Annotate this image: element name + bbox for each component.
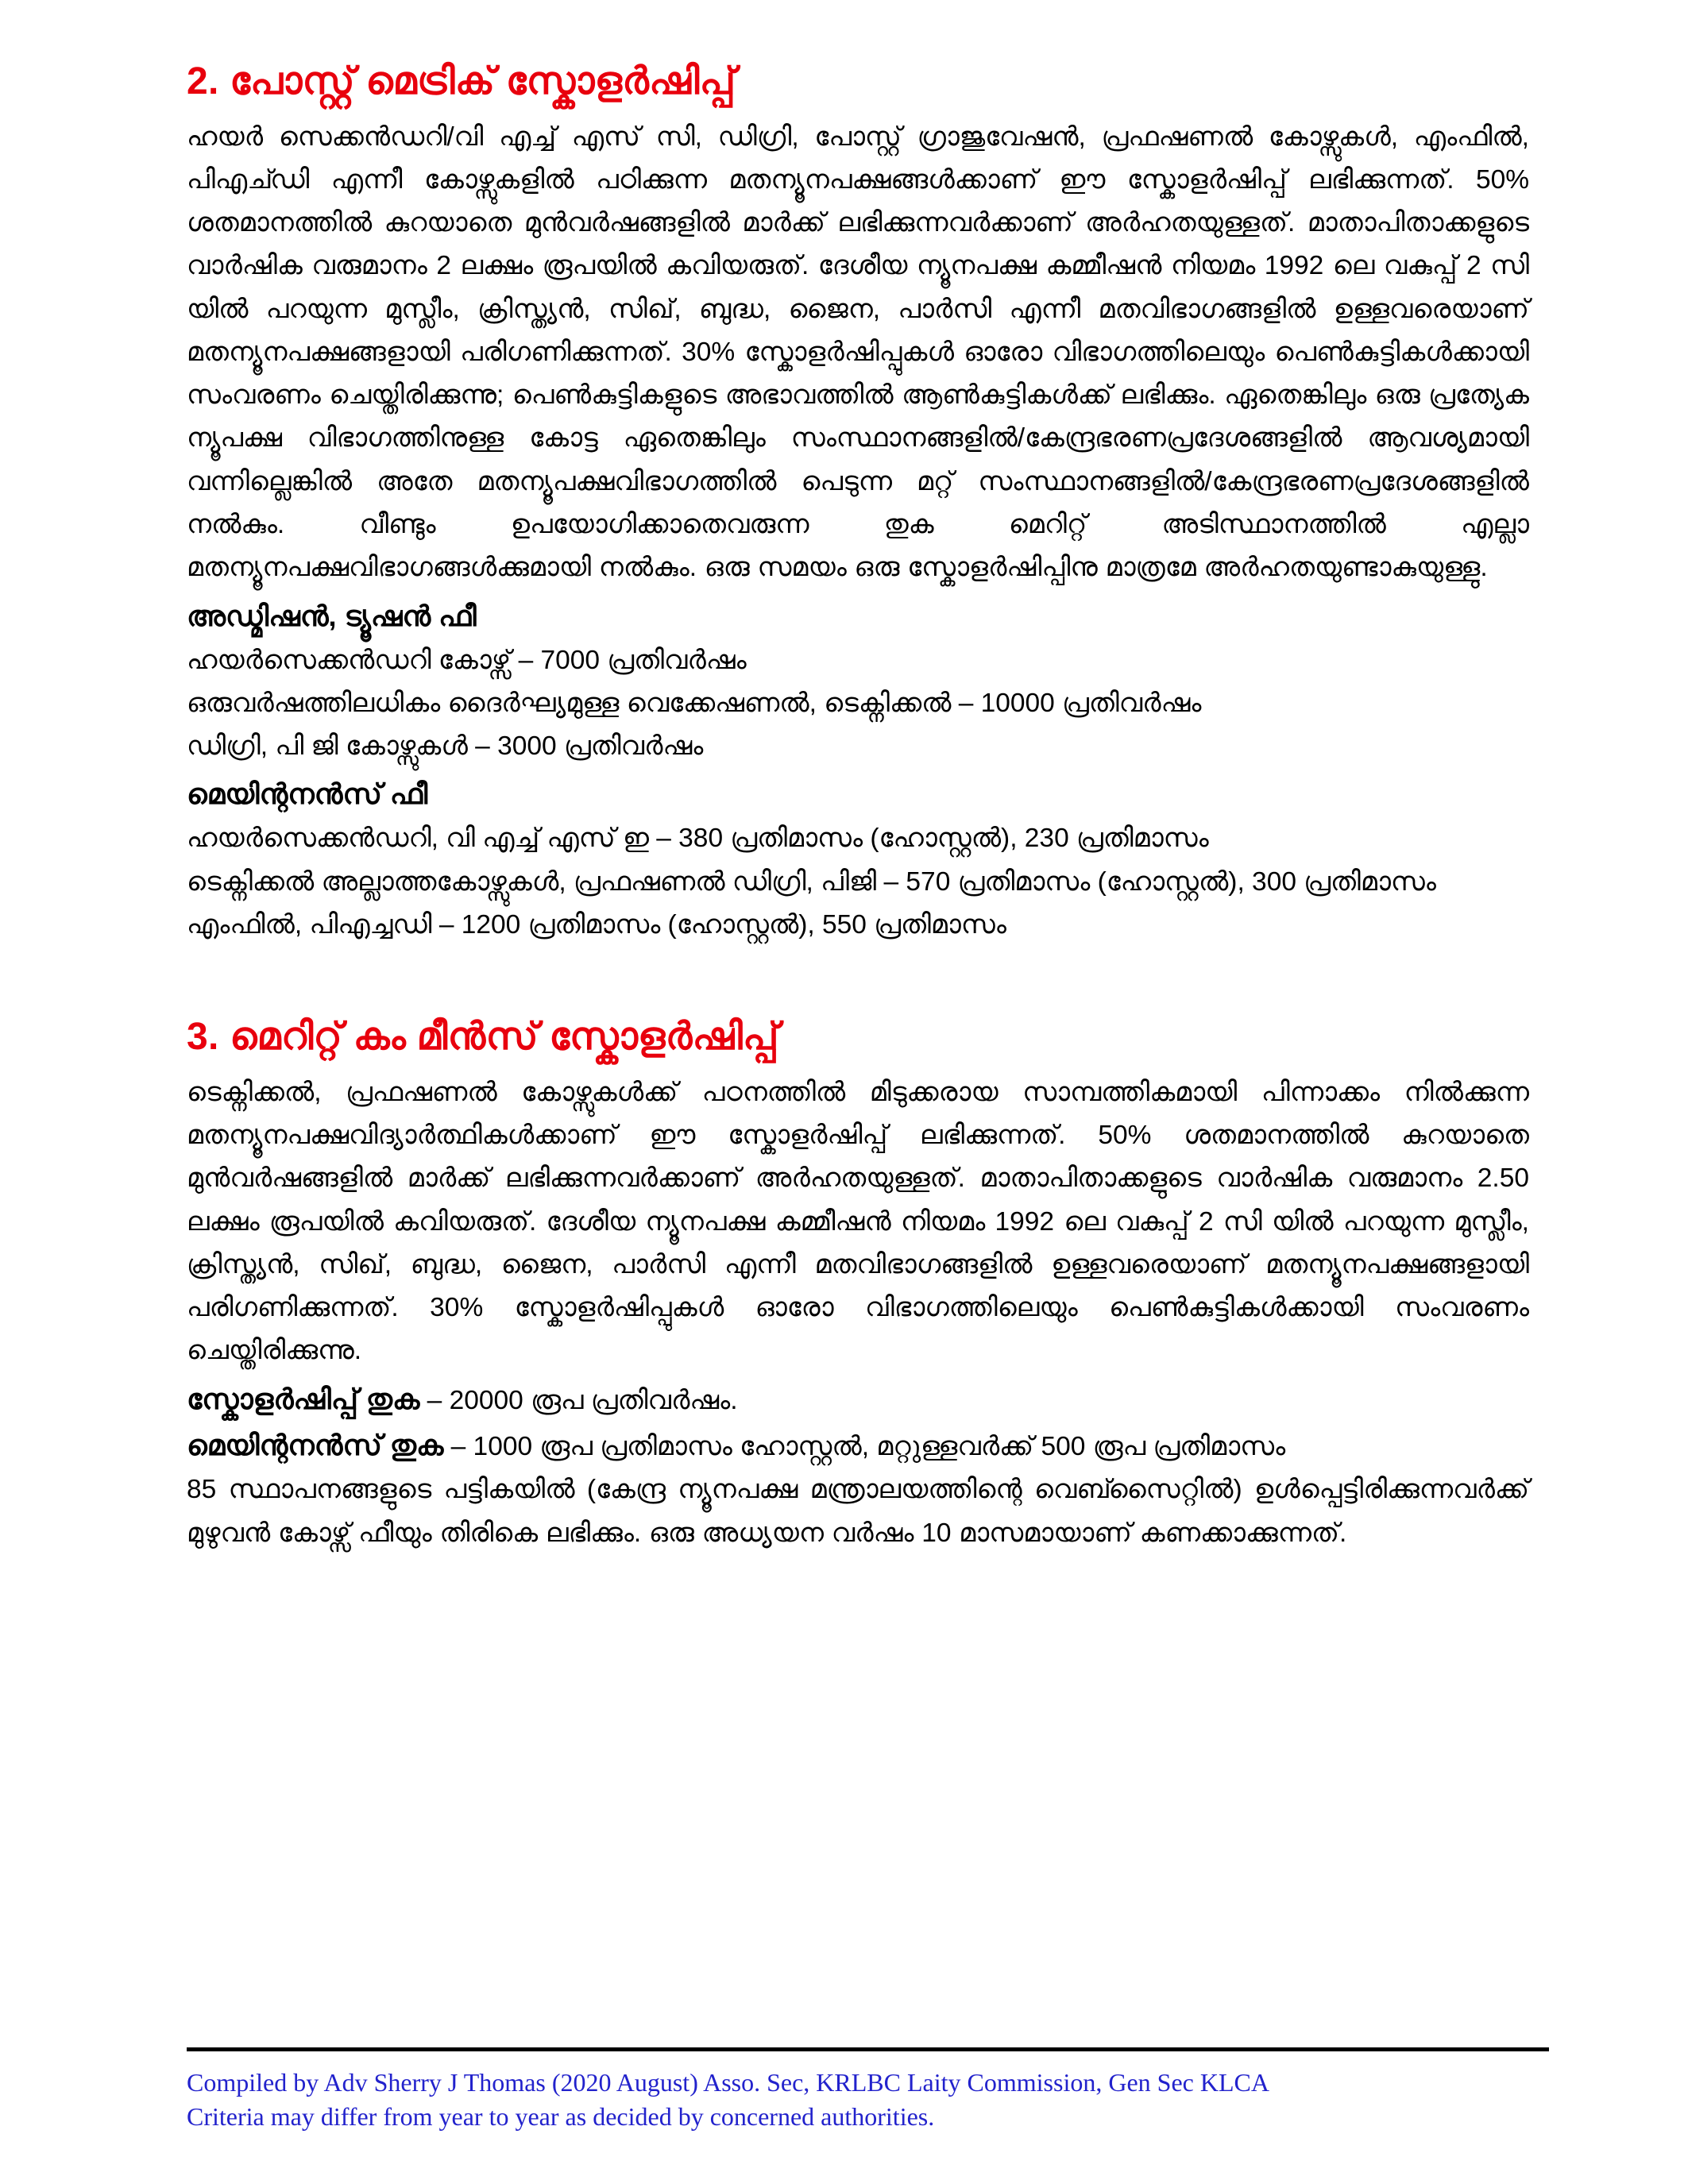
admission-fee-line-2: ഒരുവർഷത്തിലധികം ദൈർഘ്യമുള്ള വെക്കേഷണൽ, ടെക്നിക്കൽ – 10000 പ്രതിവർഷം — [187, 688, 1202, 718]
admission-fee-line-1: ഹയർസെക്കൻഡറി കോഴ്സ് – 7000 പ്രതിവർഷം — [187, 645, 747, 675]
document-content — [187, 60, 1529, 1555]
maintenance-amount-line — [187, 1422, 1529, 1468]
footer-criteria-note-line: Criteria may differ from year to year as decided by concerned authorities. — [187, 2102, 935, 2132]
page-footer — [187, 2047, 1549, 2135]
maintenance-fee-line-1: ഹയർസെക്കൻഡറി, വി എച്ച് എസ് ഇ – 380 പ്രതിമാസം (ഹോസ്റ്റൽ), 230 പ്രതിമാസം — [187, 824, 1209, 854]
maintenance-amount-label: മെയിന്റനൻസ് തുക — [187, 1428, 444, 1461]
maintenance-fee-line-2: ടെക്നിക്കൽ അല്ലാത്തകോഴ്സുകൾ, പ്രഫഷണൽ ഡിഗ്രി, പിജി – 570 പ്രതിമാസം (ഹോസ്റ്റൽ), 300 പ്രതിമാസം — [187, 866, 1436, 897]
footer-compiled-by-line: Compiled by Adv Sherry J Thomas (2020 August) Asso. Sec, KRLBC Laity Commission, Gen Sec KLCA — [187, 2067, 1269, 2097]
section-heading-post-metric-scholarship: 2. പോസ്റ്റ് മെട്രിക് സ്കോളർഷിപ്പ് — [187, 60, 736, 102]
section-3-closing-paragraph: 85 സ്ഥാപനങ്ങളുടെ പട്ടികയിൽ (കേന്ദ്ര ന്യൂനപക്ഷ മന്ത്രാലയത്തിന്റെ വെബ്സൈറ്റിൽ) ഉൾപ്പെട്ടിരിക്കുന്നവർക്ക് മുഴുവൻ കോഴ്സ് ഫീയും തിരികെ ലഭിക്കും. ഒരു അധ്യയന വർഷം 10 മാസമായാണ് കണക്കാക്കുന്നത്. — [187, 1475, 1529, 1548]
scholarship-amount-line — [187, 1376, 1529, 1422]
section-3-paragraph: ടെക്നിക്കൽ, പ്രഫഷണൽ കോഴ്സുകൾക്ക് പഠനത്തിൽ മിടുക്കരായ സാമ്പത്തികമായി പിന്നാക്കം നിൽക്കുന്ന മതന്യൂനപക്ഷവിദ്യാർത്ഥികൾക്കാണ് ഈ സ്കോളർഷിപ്പ് ലഭിക്കുന്നത്. 50% ശതമാനത്തിൽ കുറയാതെ മുൻവർഷങ്ങളിൽ മാർക്ക് ലഭിക്കുന്നവർക്കാണ് അർഹതയുള്ളത്. മാതാപിതാക്കളുടെ വാർഷിക വരുമാനം 2.50 ലക്ഷം രൂപയിൽ കവിയരുത്. ദേശീയ ന്യൂനപക്ഷ കമ്മീഷൻ നിയമം 1992 ലെ വകുപ്പ് 2 സി യിൽ പറയുന്ന മുസ്ലീം, ക്രിസ്ത്യൻ, സിഖ്, ബുദ്ധ, ജൈന, പാർസി എന്നീ മതവിഭാഗങ്ങളിൽ ഉള്ളവരെയാണ് മതന്യൂനപക്ഷങ്ങളായി പരിഗണിക്കുന്നത്. 30% സ്കോളർഷിപ്പുകൾ ഓരോ വിഭാഗത്തിലെയും പെൺകുട്ടികൾക്കായി സംവരണം ചെയ്തിരിക്കുന്നു. — [187, 1077, 1529, 1366]
subheading-admission-tuition-fee: അഡ്മിഷൻ, ട്യൂഷൻ ഫീ — [187, 599, 477, 632]
subheading-maintenance-fee: മെയിന്റനൻസ് ഫീ — [187, 778, 428, 811]
scholarship-amount-label: സ്കോളർഷിപ്പ് തുക — [187, 1382, 420, 1415]
maintenance-fee-line-3: എംഫിൽ, പിഎച്ചഡി – 1200 പ്രതിമാസം (ഹോസ്റ്റൽ), 550 പ്രതിമാസം — [187, 909, 1006, 940]
maintenance-amount-value: – 1000 രൂപ പ്രതിമാസം ഹോസ്റ്റൽ, മറ്റുള്ളവർക്ക് 500 രൂപ പ്രതിമാസം — [443, 1431, 1286, 1461]
section-spacer — [187, 947, 1529, 1015]
admission-fee-line-3: ഡിഗ്രി, പി ജി കോഴ്സുകൾ – 3000 പ്രതിവർഷം — [187, 731, 704, 762]
footer-divider — [187, 2047, 1549, 2051]
section-2-paragraph: ഹയർ സെക്കൻഡറി/വി എച്ച് എസ് സി, ഡിഗ്രി, പോസ്റ്റ് ഗ്രാജുവേഷൻ, പ്രഫഷണൽ കോഴ്സുകൾ, എംഫിൽ, പിഎച്ഡി എന്നീ കോഴ്സുകളിൽ പഠിക്കുന്ന മതന്യൂനപക്ഷങ്ങൾക്കാണ് ഈ സ്കോളർഷിപ്പ് ലഭിക്കുന്നത്. 50% ശതമാനത്തിൽ കുറയാതെ മുൻവർഷങ്ങളിൽ മാർക്ക് ലഭിക്കുന്നവർക്കാണ് അർഹതയുള്ളത്. മാതാപിതാക്കളുടെ വാർഷിക വരുമാനം 2 ലക്ഷം രൂപയിൽ കവിയരുത്. ദേശീയ ന്യൂനപക്ഷ കമ്മീഷൻ നിയമം 1992 ലെ വകുപ്പ് 2 സി യിൽ പറയുന്ന മുസ്ലീം, ക്രിസ്ത്യൻ, സിഖ്, ബുദ്ധ, ജൈന, പാർസി എന്നീ മതവിഭാഗങ്ങളിൽ ഉള്ളവരെയാണ് മതന്യൂനപക്ഷങ്ങളായി പരിഗണിക്കുന്നത്. 30% സ്കോളർഷിപ്പുകൾ ഓരോ വിഭാഗത്തിലെയും പെൺകുട്ടികൾക്കായി സംവരണം ചെയ്തിരിക്കുന്നു; പെൺകുട്ടികളുടെ അഭാവത്തിൽ ആൺകുട്ടികൾക്ക് ലഭിക്കും. ഏതെങ്കിലും ഒരു പ്രത്യേക ന്യൂപക്ഷ വിഭാഗത്തിനുള്ള കോട്ട ഏതെങ്കിലും സംസ്ഥാനങ്ങളിൽ/കേന്ദ്രഭരണപ്രദേശങ്ങളിൽ ആവശ്യമായി വന്നില്ലെങ്കിൽ അതേ മതന്യൂപക്ഷവിഭാഗത്തിൽ പെടുന്ന മറ്റ് സംസ്ഥാനങ്ങളിൽ/കേന്ദ്രഭരണപ്രദേശങ്ങളിൽ നൽകും. വീണ്ടും ഉപയോഗിക്കാതെവരുന്ന തുക മെറിറ്റ് അടിസ്ഥാനത്തിൽ എല്ലാ മതന്യൂനപക്ഷവിഭാഗങ്ങൾക്കുമായി നൽകും. ഒരു സമയം ഒരു സ്കോളർഷിപ്പിനു മാത്രമേ അർഹതയുണ്ടാകുയുള്ളു. — [187, 122, 1529, 583]
scholarship-amount-value: – 20000 രൂപ പ്രതിവർഷം. — [419, 1385, 738, 1415]
section-heading-merit-cum-means-scholarship: 3. മെറിറ്റ് കം മീൻസ് സ്കോളർഷിപ്പ് — [187, 1016, 779, 1059]
